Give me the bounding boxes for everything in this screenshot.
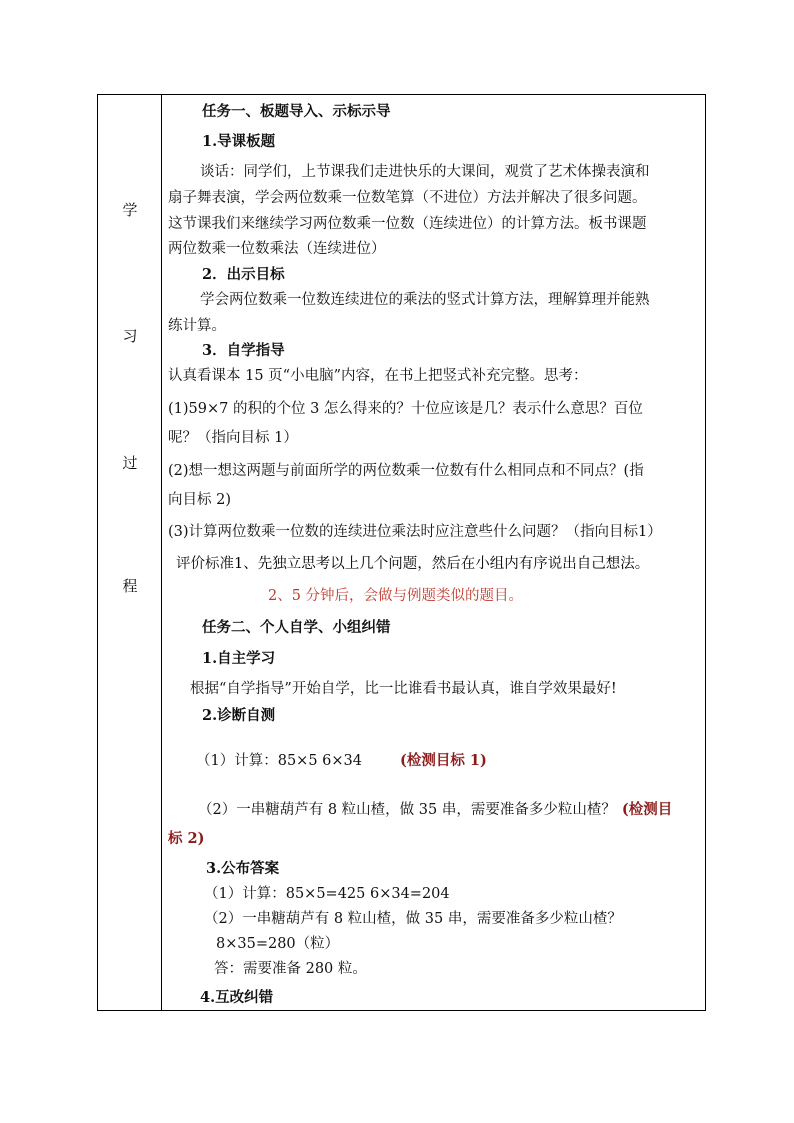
q1-target-tag: (检测目标 1) (400, 752, 487, 769)
side-char-3: 过 (122, 454, 138, 472)
answer-line: （2）一串糖葫芦有 8 粒山楂，做 35 串，需要准备多少粒山楂？ (204, 911, 622, 927)
task1-s1-heading: 1.导课板题 (202, 133, 276, 150)
side-char-1: 学 (122, 201, 138, 219)
task2-s4-heading: 4.互改纠错 (200, 989, 274, 1006)
answer-line: （1）计算：85×5=425 6×34=204 (204, 886, 450, 902)
task1-s2-heading: 2．出示目标 (202, 266, 285, 283)
task2-s2-heading: 2.诊断自测 (202, 707, 276, 724)
task1-s3-line: (1)59×7 的积的个位 3 怎么得来的？十位应该是几？表示什么意思？百位 (168, 401, 643, 417)
answer-line: 答：需要准备 280 粒。 (214, 961, 367, 977)
process-label-column (98, 95, 162, 1010)
criteria-1: 1、先独立思考以上几个问题，然后在小组内有序说出自己想法。 (234, 556, 650, 572)
evaluation-criteria-line (176, 554, 649, 574)
task1-s3-line: 呢？（指向目标 1） (168, 430, 298, 446)
task2-s3-heading: 3.公布答案 (206, 860, 280, 877)
self-test-q1: （1）计算：85×5 6×34 (检测目标 1) (196, 752, 487, 769)
task1-s1-line: 谈话：同学们，上节课我们走进快乐的大课间，观赏了艺术体操表演和 (200, 164, 650, 180)
task2-s1-line: 根据“自学指导”开始自学，比一比谁看书最认真，谁自学效果最好! (190, 681, 617, 697)
task1-title: 任务一、板题导入、示标示导 (202, 103, 391, 120)
self-test-q2: （2）一串糖葫芦有 8 粒山楂，做 35 串，需要准备多少粒山楂？ (检测目 (198, 801, 673, 818)
task1-s3-line: (2)想一想这两题与前面所学的两位数乘一位数有什么相同点和不同点？(指 (168, 463, 644, 479)
criteria-label: 评价标准 (176, 556, 234, 572)
criteria-2: 2、5 分钟后，会做与例题类似的题目。 (268, 588, 524, 604)
task1-s2-line: 练计算。 (168, 318, 226, 334)
task1-s1-line: 两位数乘一位数乘法（连续进位） (168, 241, 386, 257)
task2-s1-heading: 1.自主学习 (202, 650, 276, 667)
q2-target-tag: (检测目 (621, 801, 673, 818)
q2-target-tag-cont: 标 2) (168, 830, 205, 847)
side-char-4: 程 (122, 577, 138, 595)
task1-s1-line: 扇子舞表演，学会两位数乘一位数笔算（不进位）方法并解决了很多问题。 (168, 190, 647, 206)
side-char-2: 习 (122, 327, 138, 345)
task1-s3-line: 向目标 2) (168, 492, 231, 508)
task1-s1-line: 这节课我们来继续学习两位数乘一位数（连续进位）的计算方法。板书课题 (168, 216, 647, 232)
task2-title: 任务二、个人自学、小组纠错 (202, 619, 391, 636)
lesson-table (97, 94, 706, 1011)
task1-s2-line: 学会两位数乘一位数连续进位的乘法的竖式计算方法，理解算理并能熟 (200, 292, 650, 308)
lesson-content (162, 95, 705, 1010)
task1-s3-heading: 3．自学指导 (202, 342, 285, 359)
task1-s3-line: (3)计算两位数乘一位数的连续进位乘法时应注意些什么问题？（指向目标1） (168, 524, 662, 540)
answer-line: 8×35=280（粒） (216, 936, 340, 952)
task1-s3-line: 认真看课本 15 页“小电脑”内容，在书上把竖式补充完整。思考： (168, 368, 588, 384)
